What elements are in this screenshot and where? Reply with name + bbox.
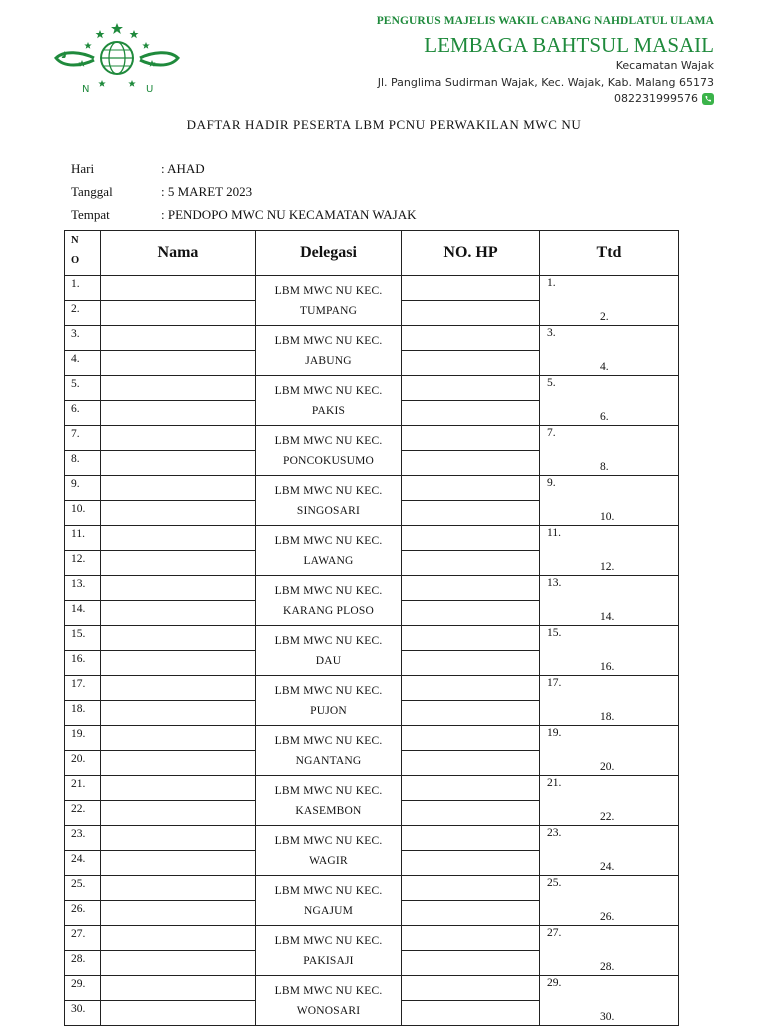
delegasi-line2: PUJON xyxy=(310,704,347,717)
hp-cell[interactable] xyxy=(402,651,540,676)
ttd-number-b: 30. xyxy=(600,1011,615,1023)
delegasi-cell xyxy=(256,376,402,426)
meta-label: Tanggal xyxy=(71,184,113,199)
delegasi-line1: LBM MWC NU KEC. xyxy=(274,534,383,547)
hp-cell[interactable] xyxy=(402,1001,540,1026)
row-number: 5. xyxy=(65,376,101,401)
row-number: 30. xyxy=(65,1001,101,1026)
hp-cell[interactable] xyxy=(402,726,540,751)
nama-cell[interactable] xyxy=(101,601,256,626)
logo-letter-n: N xyxy=(82,84,90,94)
header-no: N O xyxy=(65,231,101,276)
ttd-cell[interactable] xyxy=(540,576,679,626)
hp-cell[interactable] xyxy=(402,501,540,526)
row-number: 24. xyxy=(65,851,101,876)
whatsapp-icon xyxy=(702,93,714,105)
row-number: 8. xyxy=(65,451,101,476)
hp-cell[interactable] xyxy=(402,751,540,776)
row-number: 3. xyxy=(65,326,101,351)
hp-cell[interactable] xyxy=(402,526,540,551)
hp-cell[interactable] xyxy=(402,476,540,501)
ttd-number-a: 9. xyxy=(547,477,556,489)
nama-cell[interactable] xyxy=(101,876,256,901)
delegasi-line2: WAGIR xyxy=(309,854,348,867)
nama-cell[interactable] xyxy=(101,276,256,301)
delegasi-line2: NGANTANG xyxy=(295,754,362,767)
hp-cell[interactable] xyxy=(402,351,540,376)
delegasi-line1: LBM MWC NU KEC. xyxy=(274,434,383,447)
ttd-number-a: 1. xyxy=(547,277,556,289)
ttd-cell[interactable] xyxy=(540,826,679,876)
meta-label: Tempat xyxy=(71,207,110,222)
nama-cell[interactable] xyxy=(101,976,256,1001)
ttd-number-a: 19. xyxy=(547,727,562,739)
ttd-cell[interactable] xyxy=(540,476,679,526)
delegasi-cell xyxy=(256,626,402,676)
delegasi-cell xyxy=(256,976,402,1026)
table-row xyxy=(65,726,679,751)
hp-cell[interactable] xyxy=(402,451,540,476)
delegasi-cell xyxy=(256,676,402,726)
org-parent-name: PENGURUS MAJELIS WAKIL CABANG NAHDLATUL ULAMA xyxy=(376,15,714,27)
nama-cell[interactable] xyxy=(101,676,256,701)
row-number: 4. xyxy=(65,351,101,376)
row-number: 1. xyxy=(65,276,101,301)
row-number: 18. xyxy=(65,701,101,726)
delegasi-line2: SINGOSARI xyxy=(296,504,361,517)
header-delegasi: Delegasi xyxy=(256,231,402,276)
delegasi-cell xyxy=(256,826,402,876)
table-row xyxy=(65,376,679,401)
nama-cell[interactable] xyxy=(101,526,256,551)
row-number: 26. xyxy=(65,901,101,926)
table-row xyxy=(65,776,679,801)
delegasi-line1: LBM MWC NU KEC. xyxy=(274,334,383,347)
nama-cell[interactable] xyxy=(101,851,256,876)
delegasi-line2: TUMPANG xyxy=(299,304,358,317)
nama-cell[interactable] xyxy=(101,576,256,601)
nama-cell[interactable] xyxy=(101,551,256,576)
delegasi-line1: LBM MWC NU KEC. xyxy=(274,984,383,997)
meta-tempat xyxy=(71,207,416,223)
ttd-number-a: 21. xyxy=(547,777,562,789)
delegasi-cell xyxy=(256,926,402,976)
row-number: 23. xyxy=(65,826,101,851)
row-number: 6. xyxy=(65,401,101,426)
hp-cell[interactable] xyxy=(402,826,540,851)
ttd-number-b: 24. xyxy=(600,861,615,873)
header-ttd: Ttd xyxy=(540,231,679,276)
delegasi-line2: KARANG PLOSO xyxy=(283,604,374,617)
delegasi-line2: NGAJUM xyxy=(303,904,354,917)
nama-cell[interactable] xyxy=(101,826,256,851)
row-number: 7. xyxy=(65,426,101,451)
header-hp: NO. HP xyxy=(402,231,540,276)
row-number: 22. xyxy=(65,801,101,826)
table-row xyxy=(65,526,679,551)
hp-cell[interactable] xyxy=(402,926,540,951)
ttd-cell[interactable] xyxy=(540,776,679,826)
ttd-number-b: 6. xyxy=(600,411,609,423)
row-number: 10. xyxy=(65,501,101,526)
meta-value: : PENDOPO MWC NU KECAMATAN WAJAK xyxy=(161,207,417,222)
meta-value: : 5 MARET 2023 xyxy=(161,184,253,199)
nama-cell[interactable] xyxy=(101,451,256,476)
ttd-number-b: 4. xyxy=(600,361,609,373)
delegasi-line2: PAKIS xyxy=(311,404,346,417)
logo-letter-u: U xyxy=(146,84,154,94)
ttd-cell[interactable] xyxy=(540,976,679,1026)
ttd-cell[interactable] xyxy=(540,726,679,776)
row-number: 21. xyxy=(65,776,101,801)
row-number: 2. xyxy=(65,301,101,326)
address: Jl. Panglima Sudirman Wajak, Kec. Wajak, Kab. Malang 65173 xyxy=(377,76,714,89)
row-number: 15. xyxy=(65,626,101,651)
hp-cell[interactable] xyxy=(402,301,540,326)
row-number: 29. xyxy=(65,976,101,1001)
ttd-number-a: 3. xyxy=(547,327,556,339)
delegasi-cell xyxy=(256,426,402,476)
delegasi-line1: LBM MWC NU KEC. xyxy=(274,684,383,697)
letterhead xyxy=(0,0,768,110)
ttd-number-a: 7. xyxy=(547,427,556,439)
row-number: 27. xyxy=(65,926,101,951)
hp-cell[interactable] xyxy=(402,676,540,701)
hp-cell[interactable] xyxy=(402,876,540,901)
nama-cell[interactable] xyxy=(101,801,256,826)
hp-cell[interactable] xyxy=(402,551,540,576)
hp-cell[interactable] xyxy=(402,851,540,876)
table-row xyxy=(65,676,679,701)
table-header-row xyxy=(65,231,679,276)
nama-cell[interactable] xyxy=(101,376,256,401)
nama-cell[interactable] xyxy=(101,901,256,926)
row-number: 12. xyxy=(65,551,101,576)
ttd-number-a: 11. xyxy=(547,527,561,539)
delegasi-line2: JABUNG xyxy=(305,354,352,367)
ttd-number-a: 29. xyxy=(547,977,562,989)
nama-cell[interactable] xyxy=(101,726,256,751)
hp-cell[interactable] xyxy=(402,326,540,351)
table-row xyxy=(65,326,679,351)
ttd-number-a: 5. xyxy=(547,377,556,389)
table-row xyxy=(65,476,679,501)
table-row xyxy=(65,576,679,601)
ttd-number-b: 18. xyxy=(600,711,615,723)
meta-hari xyxy=(71,161,205,177)
nama-cell[interactable] xyxy=(101,751,256,776)
delegasi-line1: LBM MWC NU KEC. xyxy=(274,834,383,847)
delegasi-cell xyxy=(256,476,402,526)
nama-cell[interactable] xyxy=(101,651,256,676)
delegasi-line1: LBM MWC NU KEC. xyxy=(274,484,383,497)
nama-cell[interactable] xyxy=(101,476,256,501)
ttd-number-b: 14. xyxy=(600,611,615,623)
ttd-number-a: 27. xyxy=(547,927,562,939)
hp-cell[interactable] xyxy=(402,401,540,426)
nama-cell[interactable] xyxy=(101,326,256,351)
table-row xyxy=(65,876,679,901)
ttd-number-a: 23. xyxy=(547,827,562,839)
meta-label: Hari xyxy=(71,161,95,176)
table-row xyxy=(65,926,679,951)
org-name: LEMBAGA BAHTSUL MASAIL xyxy=(424,33,714,57)
ttd-number-a: 13. xyxy=(547,577,562,589)
row-number: 13. xyxy=(65,576,101,601)
row-number: 17. xyxy=(65,676,101,701)
delegasi-line1: LBM MWC NU KEC. xyxy=(274,734,383,747)
nama-cell[interactable] xyxy=(101,301,256,326)
delegasi-line1: LBM MWC NU KEC. xyxy=(274,634,383,647)
hp-cell[interactable] xyxy=(402,601,540,626)
document-title: DAFTAR HADIR PESERTA LBM PCNU PERWAKILAN MWC NU xyxy=(186,117,582,132)
row-number: 28. xyxy=(65,951,101,976)
phone-number: 082231999576 xyxy=(614,92,698,105)
nama-cell[interactable] xyxy=(101,426,256,451)
row-number: 19. xyxy=(65,726,101,751)
attendance-table xyxy=(64,230,679,1026)
meta-value: : AHAD xyxy=(161,161,205,176)
hp-cell[interactable] xyxy=(402,801,540,826)
delegasi-line2: LAWANG xyxy=(303,554,354,567)
delegasi-line1: LBM MWC NU KEC. xyxy=(274,284,383,297)
hp-cell[interactable] xyxy=(402,901,540,926)
delegasi-line2: WONOSARI xyxy=(296,1004,361,1017)
delegasi-line2: PAKISAJI xyxy=(303,954,354,967)
ttd-number-b: 16. xyxy=(600,661,615,673)
hp-cell[interactable] xyxy=(402,376,540,401)
ttd-cell[interactable] xyxy=(540,426,679,476)
ttd-number-b: 22. xyxy=(600,811,615,823)
table-row xyxy=(65,626,679,651)
table-row xyxy=(65,276,679,301)
nu-logo xyxy=(52,22,182,94)
district: Kecamatan Wajak xyxy=(615,59,714,72)
hp-cell[interactable] xyxy=(402,701,540,726)
row-number: 16. xyxy=(65,651,101,676)
nama-cell[interactable] xyxy=(101,926,256,951)
ttd-number-b: 28. xyxy=(600,961,615,973)
row-number: 9. xyxy=(65,476,101,501)
nama-cell[interactable] xyxy=(101,401,256,426)
delegasi-cell xyxy=(256,276,402,326)
ttd-number-b: 2. xyxy=(600,311,609,323)
ttd-number-a: 17. xyxy=(547,677,562,689)
delegasi-line2: KASEMBON xyxy=(295,804,362,817)
ttd-number-b: 8. xyxy=(600,461,609,473)
ttd-cell[interactable] xyxy=(540,876,679,926)
delegasi-cell xyxy=(256,326,402,376)
header-nama: Nama xyxy=(101,231,256,276)
hp-cell[interactable] xyxy=(402,426,540,451)
nama-cell[interactable] xyxy=(101,501,256,526)
delegasi-cell xyxy=(256,526,402,576)
ttd-number-a: 15. xyxy=(547,627,562,639)
svg-text:ﻧ: ﻧ xyxy=(62,47,67,62)
nama-cell[interactable] xyxy=(101,776,256,801)
delegasi-line1: LBM MWC NU KEC. xyxy=(274,784,383,797)
ttd-cell[interactable] xyxy=(540,526,679,576)
table-row xyxy=(65,826,679,851)
hp-cell[interactable] xyxy=(402,776,540,801)
hp-cell[interactable] xyxy=(402,626,540,651)
ttd-cell[interactable] xyxy=(540,626,679,676)
table-row xyxy=(65,976,679,1001)
row-number: 11. xyxy=(65,526,101,551)
ttd-cell[interactable] xyxy=(540,326,679,376)
delegasi-line2: DAU xyxy=(315,654,342,667)
nama-cell[interactable] xyxy=(101,951,256,976)
delegasi-line1: LBM MWC NU KEC. xyxy=(274,384,383,397)
ttd-number-b: 12. xyxy=(600,561,615,573)
meta-tanggal xyxy=(71,184,252,200)
delegasi-cell xyxy=(256,726,402,776)
ttd-number-b: 26. xyxy=(600,911,615,923)
delegasi-line1: LBM MWC NU KEC. xyxy=(274,934,383,947)
table-row xyxy=(65,426,679,451)
row-number: 25. xyxy=(65,876,101,901)
ttd-number-b: 20. xyxy=(600,761,615,773)
delegasi-line1: LBM MWC NU KEC. xyxy=(274,584,383,597)
ttd-cell[interactable] xyxy=(540,676,679,726)
ttd-cell[interactable] xyxy=(540,926,679,976)
nama-cell[interactable] xyxy=(101,626,256,651)
ttd-number-a: 25. xyxy=(547,877,562,889)
ttd-number-b: 10. xyxy=(600,511,615,523)
ttd-cell[interactable] xyxy=(540,376,679,426)
nama-cell[interactable] xyxy=(101,1001,256,1026)
nama-cell[interactable] xyxy=(101,351,256,376)
delegasi-cell xyxy=(256,776,402,826)
nama-cell[interactable] xyxy=(101,701,256,726)
hp-cell[interactable] xyxy=(402,576,540,601)
delegasi-cell xyxy=(256,876,402,926)
hp-cell[interactable] xyxy=(402,276,540,301)
delegasi-cell xyxy=(256,576,402,626)
hp-cell[interactable] xyxy=(402,951,540,976)
delegasi-line2: PONCOKUSUMO xyxy=(282,454,375,467)
delegasi-line1: LBM MWC NU KEC. xyxy=(274,884,383,897)
hp-cell[interactable] xyxy=(402,976,540,1001)
ttd-cell[interactable] xyxy=(540,276,679,326)
row-number: 20. xyxy=(65,751,101,776)
row-number: 14. xyxy=(65,601,101,626)
